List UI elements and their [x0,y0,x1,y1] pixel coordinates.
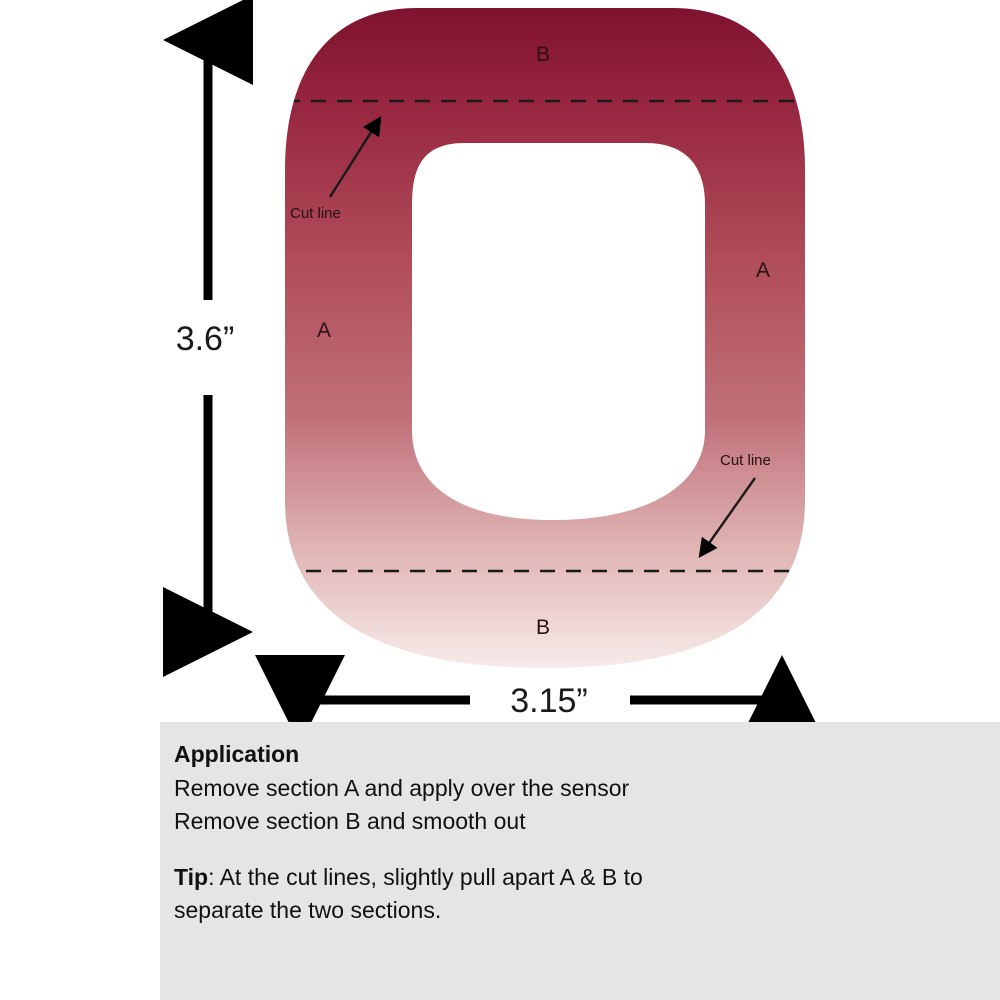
section-label-bottom-b: B [535,616,551,639]
width-dimension-label: 3.15” [510,682,588,720]
width-dimension [300,682,782,720]
tip-line-2: separate the two sections. [174,896,442,923]
cut-line-top-label: Cut line [290,205,341,222]
patch-window [412,143,705,520]
height-dimension [176,40,235,632]
height-dimension-label: 3.6” [175,320,235,358]
application-instructions-panel [160,722,1000,1000]
section-label-top-b: B [535,43,551,66]
instructions-title: Application [174,741,300,767]
section-label-right-a: A [755,259,771,282]
instructions-spacer [174,839,1000,861]
tip-line [174,861,1000,894]
cut-line-bottom-label: Cut line [720,452,771,469]
instruction-line-2: Remove section B and smooth out [174,808,526,835]
patch-shape [285,8,805,668]
instruction-line-1: Remove section A and apply over the sensor [174,774,630,801]
section-label-left-a: A [316,319,332,342]
tip-text: : At the cut lines, slightly pull apart A & B to [208,863,643,890]
tip-label: Tip [174,863,209,890]
